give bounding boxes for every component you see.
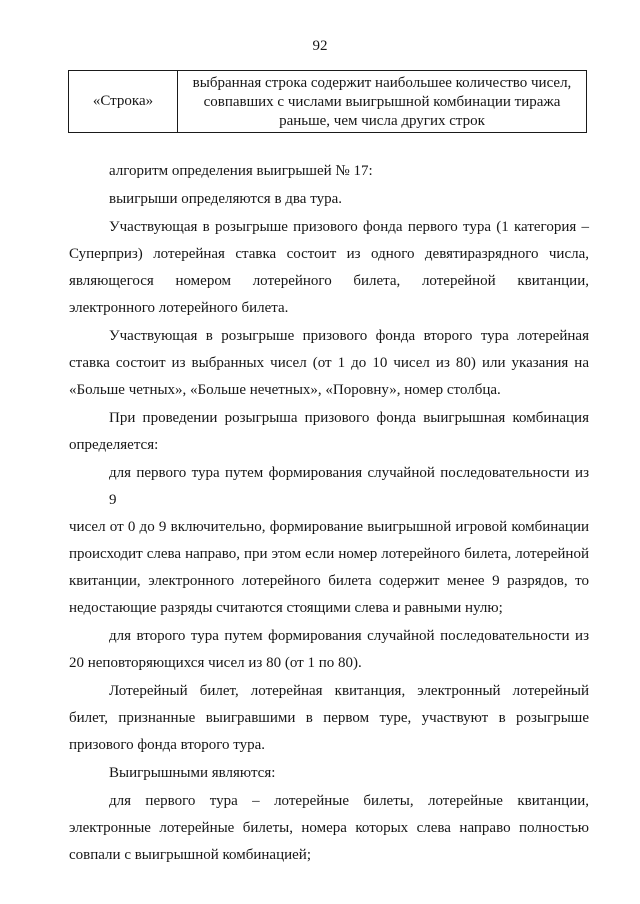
text-line: чисел от 0 до 9 включительно, формирование выигрышной игровой комбинации: [69, 519, 589, 535]
paragraph: [69, 186, 589, 213]
text-line: Суперприз) лотерейная ставка состоит из одного девятиразрядного числа,: [69, 246, 589, 262]
text-line: происходит слева направо, при этом если номер лотерейного билета, лотерейной: [69, 546, 589, 562]
text-line: электронного лотерейного билета.: [69, 300, 289, 316]
definition-table: [68, 70, 587, 133]
text-line: «Больше четных», «Больше нечетных», «Поровну», номер столбца.: [69, 382, 501, 398]
text-line: для первого тура путем формирования случайной последовательности из 9: [109, 465, 589, 508]
text-line: 20 неповторяющихся чисел из 80 (от 1 по 80).: [69, 655, 362, 671]
text-line: квитанции, электронного лотерейного билета содержит менее 9 разрядов, то: [69, 573, 589, 589]
paragraph: [69, 158, 589, 185]
text-line: электронные лотерейные билеты, номера которых слева направо полностью: [69, 820, 589, 836]
text-line: совпали с выигрышной комбинацией;: [69, 847, 311, 863]
text-line: являющегося номером лотерейного билета, лотерейной квитанции,: [69, 273, 589, 289]
text-line: призового фонда второго тура.: [69, 737, 266, 753]
paragraph: [69, 678, 589, 759]
text-line: При проведении розыгрыша призового фонда выигрышная комбинация: [109, 410, 589, 426]
table-definition-cell: [178, 71, 586, 132]
table-term: «Строка»: [92, 93, 154, 109]
text-line: для второго тура путем формирования случайной последовательности из: [109, 628, 589, 644]
body-text: [69, 158, 589, 870]
paragraph: [69, 760, 589, 787]
table-definition-line: совпавших с числами выигрышной комбинации тиража: [203, 93, 561, 110]
table-definition-line: выбранная строка содержит наибольшее количество чисел,: [192, 74, 572, 91]
text-line: Лотерейный билет, лотерейная квитанция, электронный лотерейный: [109, 683, 589, 699]
paragraph: [69, 405, 589, 459]
text-line: билет, признанные выигравшими в первом туре, участвуют в розыгрыше: [69, 710, 589, 726]
text-line: недостающие разряды считаются стоящими слева и равными нулю;: [69, 600, 503, 616]
text-line: Выигрышными являются:: [109, 765, 276, 781]
text-line: для первого тура – лотерейные билеты, лотерейные квитанции,: [109, 793, 589, 809]
text-line: ставка состоит из выбранных чисел (от 1 до 10 чисел из 80) или указания на: [69, 355, 589, 371]
text-line: Участвующая в розыгрыше призового фонда второго тура лотерейная: [109, 328, 589, 344]
paragraph: [69, 214, 589, 322]
text-line: Участвующая в розыгрыше призового фонда первого тура (1 категория –: [109, 219, 589, 235]
text-line: алгоритм определения выигрышей № 17:: [109, 163, 373, 179]
text-line: выигрыши определяются в два тура.: [109, 191, 342, 207]
table-term-cell: [69, 71, 178, 132]
paragraph: [69, 623, 589, 677]
paragraph: [69, 323, 589, 404]
paragraph: [69, 460, 589, 622]
table-definition-line: раньше, чем числа других строк: [279, 112, 485, 129]
page-number: 92: [312, 38, 328, 54]
paragraph: [69, 788, 589, 869]
text-line: определяется:: [69, 437, 159, 453]
